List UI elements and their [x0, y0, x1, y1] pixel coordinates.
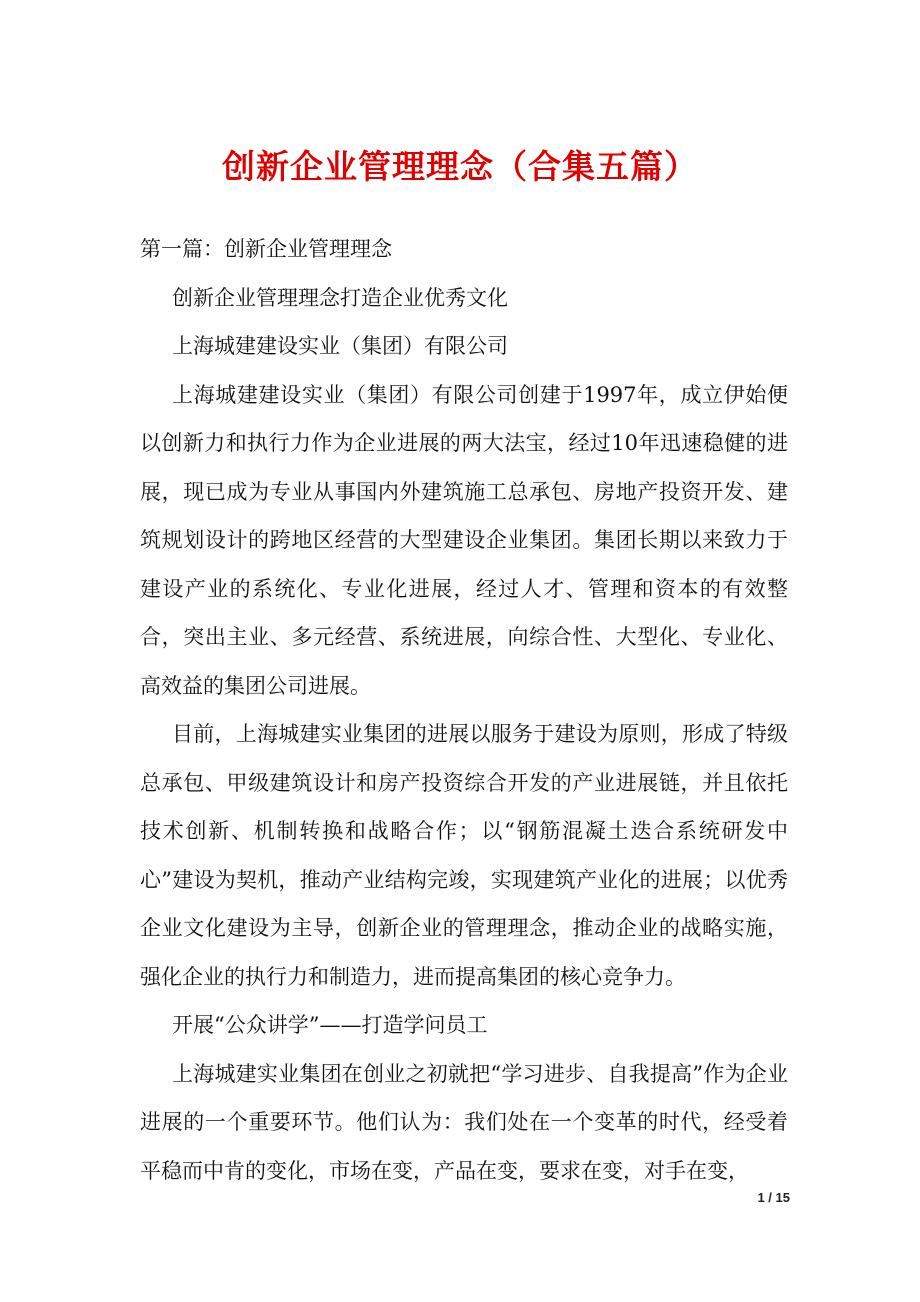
paragraph: 创新企业管理理念打造企业优秀文化 — [172, 285, 508, 310]
paragraph: 上海城建实业集团在创业之初就把“学习进步、自我提高”作为企业进展的一个重要环节。他们认为：我们处在一个变革的时代，经受着平稳而中肯的变化，市场在变，产品在变，要求在变，对手在变， — [140, 1061, 788, 1183]
paragraph: 目前，上海城建实业集团的进展以服务于建设为原则，形成了特级总承包、甲级建筑设计和房产投资综合开发的产业进展链，并且依托技术创新、机制转换和战略合作；以“钢筋混凝土迭合系统研发中心”建设为契机，推动产业结构完竣，实现建筑产业化的进展；以优秀企业文化建设为主导，创新企业的管理理念，推动企业的战略实施，强化企业的执行力和制造力，进而提高集团的核心竞争力。 — [140, 722, 788, 989]
paragraph: 第一篇：创新企业管理理念 — [140, 237, 392, 261]
document-body — [140, 225, 788, 1195]
paragraph: 上海城建建设实业（集团）有限公司 — [172, 334, 508, 358]
document-title: 创新企业管理理念（合集五篇） — [222, 147, 698, 186]
page-number: 1 / 15 — [757, 1190, 790, 1205]
paragraph: 开展“公众讲学”——打造学问员工 — [172, 1013, 488, 1037]
paragraph: 上海城建建设实业（集团）有限公司创建于1997年，成立伊始便以创新力和执行力作为企业进展的两大法宝，经过10年迅速稳健的进展，现已成为专业从事国内外建筑施工总承包、房地产投资开发、建筑规划设计的跨地区经营的大型建设企业集团。集团长期以来致力于建设产业的系统化、专业化进展，经过人才、管理和资本的有效整合，突出主业、多元经营、系统进展，向综合性、大型化、专业化、高效益的集团公司进展。 — [140, 382, 788, 698]
